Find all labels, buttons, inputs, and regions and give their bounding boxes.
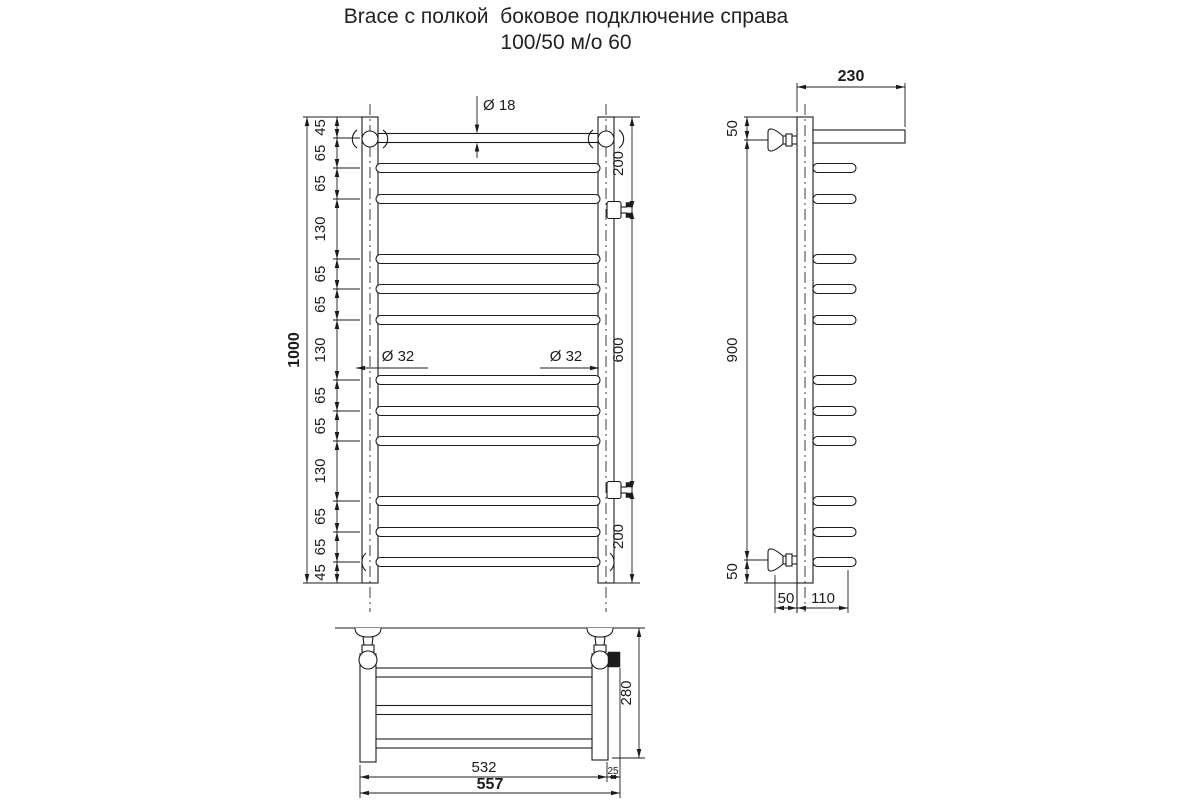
dim-chain-45-bottom: 45 <box>312 564 329 581</box>
dim-chain-130: 130 <box>312 458 329 484</box>
dim-chain-65: 65 <box>312 265 329 283</box>
front-view-structure <box>303 96 640 612</box>
dim-side-bottom-110: 110 <box>811 590 835 607</box>
dim-side-50-bottom: 50 <box>724 563 741 580</box>
dim-side-50-top: 50 <box>724 120 741 137</box>
bottom-view <box>335 628 645 798</box>
dim-right-200-top: 200 <box>610 150 627 177</box>
callout-rung-diameter: Ø 18 <box>483 97 516 114</box>
dim-chain-65: 65 <box>312 387 329 404</box>
dim-right-600: 600 <box>610 337 627 363</box>
dim-shelf-depth: 230 <box>837 68 865 85</box>
front-view <box>286 96 640 612</box>
dim-chain-130: 130 <box>312 216 329 242</box>
dim-chain-65: 65 <box>312 417 329 435</box>
dim-side-bottom-50: 50 <box>777 590 795 607</box>
dim-chain-65: 65 <box>312 175 329 192</box>
dim-chain-65: 65 <box>312 144 329 162</box>
dim-overall-width: 557 <box>476 776 504 793</box>
side-view <box>724 68 905 613</box>
dim-chain-130: 130 <box>312 337 329 363</box>
dim-overall-height: 1000 <box>286 332 303 368</box>
dim-bottom-depth: 280 <box>618 680 635 706</box>
bottom-view-dimensions <box>471 680 635 793</box>
dim-rail-span: 532 <box>471 759 497 776</box>
drawing-title-line1: Brace с полкой боковое подключение справа <box>343 5 789 28</box>
dim-chain-65: 65 <box>312 508 329 525</box>
drawing-title-line2: 100/50 м/о 60 <box>500 31 632 54</box>
title <box>344 5 789 54</box>
callout-post-diameter-left: Ø 32 <box>381 348 415 365</box>
dim-side-900: 900 <box>724 337 741 363</box>
callout-post-diameter-right: Ø 32 <box>549 348 583 365</box>
dim-chain-65: 65 <box>312 296 329 313</box>
dim-right-200-bottom: 200 <box>610 523 627 550</box>
dim-fitting-offset: 25 <box>607 766 619 777</box>
side-view-structure <box>744 83 905 613</box>
dim-chain-45-top: 45 <box>312 119 329 136</box>
dim-chain-65: 65 <box>312 538 329 556</box>
